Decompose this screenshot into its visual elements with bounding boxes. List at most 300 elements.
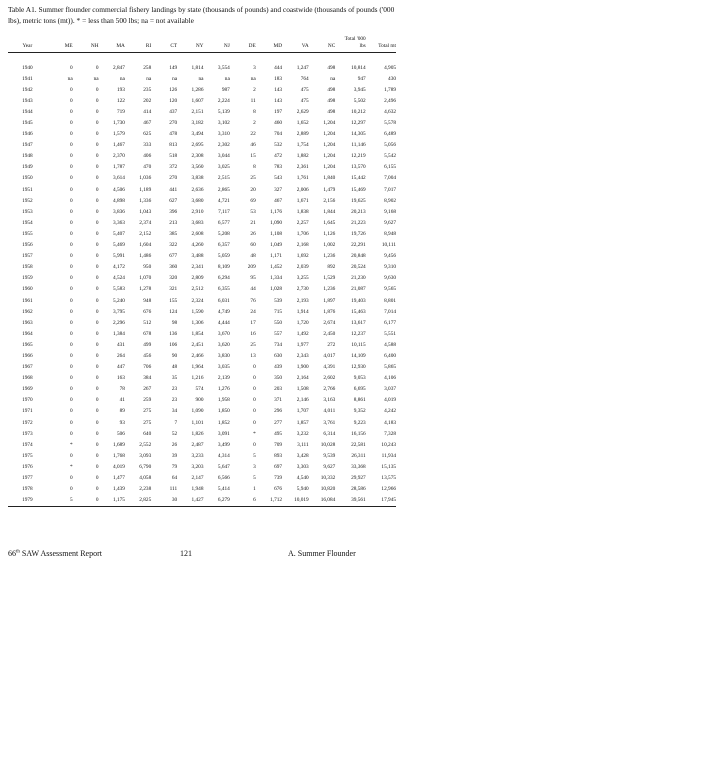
table-cell: 3,025 (217, 164, 230, 171)
table-cell: 6,577 (217, 219, 230, 226)
table-cell: 10,243 (381, 441, 396, 448)
table-cell: 1,852 (217, 419, 230, 426)
table-cell: 467 (143, 120, 152, 127)
table-cell: 1960 (22, 286, 33, 293)
table-cell: 3,363 (112, 219, 125, 226)
table-cell: 0 (95, 352, 99, 359)
table-row (8, 328, 396, 339)
table-cell: 3,428 (296, 452, 309, 459)
table-cell: 783 (274, 164, 283, 171)
table-cell: na (250, 75, 256, 82)
table-cell: 6 (253, 497, 256, 504)
table-cell: 1,452 (270, 264, 283, 271)
table-cell: 431 (116, 341, 125, 348)
table-cell: 460 (274, 120, 283, 127)
table-cell: 6,355 (217, 286, 230, 293)
table-cell: 8 (253, 164, 256, 171)
page-number: 121 (180, 549, 192, 558)
table-cell: 3,044 (217, 153, 230, 160)
table-cell: 2,825 (139, 497, 152, 504)
table-cell: 13 (250, 352, 256, 359)
table-cell: 20,524 (351, 264, 366, 271)
table-row (8, 472, 396, 483)
table-cell: 11 (250, 97, 256, 104)
table-cell: 1,090 (191, 408, 204, 415)
table-cell: 1,689 (112, 441, 125, 448)
table-cell: 9,456 (384, 253, 396, 260)
table-cell: 9,310 (384, 264, 396, 271)
table-cell: 0 (70, 352, 73, 359)
table-cell: 3,163 (323, 397, 336, 404)
table-cell: 0 (253, 386, 256, 393)
table-cell: 0 (70, 86, 73, 93)
table-cell: 6,400 (384, 352, 396, 359)
table-cell: 4,588 (384, 341, 396, 348)
table-cell: 0 (95, 430, 99, 437)
table-cell: 2,193 (296, 297, 309, 304)
table-cell: 0 (95, 120, 99, 127)
table-cell: 4,106 (384, 375, 396, 382)
table-cell: 1940 (22, 64, 33, 71)
table-cell: 122 (116, 97, 125, 104)
table-cell: 4,444 (217, 319, 230, 326)
table-cell: na (172, 75, 178, 82)
table-cell: 539 (274, 297, 283, 304)
table-cell: 627 (169, 197, 178, 204)
table-cell: 2,636 (191, 186, 204, 193)
table-row (8, 417, 396, 428)
table-cell: 5,414 (217, 486, 230, 493)
table-cell: 4,391 (323, 364, 336, 371)
table-cell: 5,542 (384, 153, 396, 160)
table-cell: 1949 (22, 164, 33, 171)
table-cell: 3,620 (217, 341, 230, 348)
table-cell: 574 (195, 386, 204, 393)
table-cell: 4,019 (384, 397, 396, 404)
table-cell: 26 (171, 441, 178, 448)
table-cell: 12,219 (351, 153, 366, 160)
table-cell: 0 (95, 375, 99, 382)
table-cell: 2,608 (191, 230, 204, 237)
table-row (8, 73, 396, 84)
table-cell: 2,889 (296, 131, 309, 138)
table-cell: 3 (253, 64, 256, 71)
table-cell: 0 (70, 330, 73, 337)
table-cell: 3,091 (217, 430, 230, 437)
table-row (8, 428, 396, 439)
table-cell: 10,212 (351, 108, 366, 115)
table-cell: 0 (95, 441, 99, 448)
table-cell: 6,790 (139, 463, 152, 470)
table-cell: 5,208 (217, 230, 230, 237)
table-cell: 10,028 (320, 441, 336, 448)
table-cell: 499 (143, 341, 152, 348)
table-cell: 10,111 (381, 242, 396, 249)
table-cell: 0 (70, 175, 73, 182)
table-row (8, 284, 396, 295)
report-prefix: 66 (8, 549, 16, 558)
table-cell: 6,031 (217, 297, 230, 304)
table-row (8, 162, 396, 173)
table-cell: 13,575 (381, 475, 396, 482)
table-cell: na (93, 75, 99, 82)
table-cell: 2,674 (323, 319, 336, 326)
table-cell: 1944 (22, 108, 33, 115)
table-cell: 48 (171, 364, 178, 371)
table-cell: 3,554 (217, 64, 230, 71)
table-cell: 0 (95, 219, 99, 226)
table-cell: 498 (327, 64, 336, 71)
table-cell: 0 (70, 308, 73, 315)
table-cell: 625 (143, 131, 152, 138)
table-cell: 4,540 (296, 475, 309, 482)
table-cell: 9,053 (353, 375, 366, 382)
column-header: VA (301, 43, 309, 49)
table-cell: 0 (70, 64, 73, 71)
table-cell: 16,084 (320, 497, 336, 504)
table-cell: 124 (169, 308, 178, 315)
table-cell: 143 (274, 97, 283, 104)
table-cell: 1957 (22, 253, 33, 260)
table-cell: 1,882 (296, 153, 309, 160)
table-cell: 44 (250, 286, 256, 293)
header-row (8, 36, 396, 53)
table-row (8, 217, 396, 228)
column-header: Total '000 lbs (344, 36, 366, 49)
table-cell: 15,442 (351, 175, 366, 182)
table-row (8, 184, 396, 195)
table-cell: 275 (143, 419, 152, 426)
table-cell: 1,216 (191, 375, 204, 382)
table-cell: 532 (274, 142, 283, 149)
table-cell: 7,014 (384, 308, 396, 315)
table-cell: 78 (119, 386, 125, 393)
table-row (8, 129, 396, 140)
table-cell: 8,861 (353, 397, 366, 404)
table-row (8, 461, 396, 472)
table-cell: 1,948 (191, 486, 204, 493)
table-cell: 1951 (22, 186, 33, 193)
table-cell: 4,506 (112, 186, 125, 193)
table-cell: na (198, 75, 204, 82)
table-cell: 0 (70, 120, 73, 127)
table-cell: 3,838 (191, 175, 204, 182)
table-cell: 264 (116, 352, 125, 359)
table-cell: 15,463 (351, 308, 366, 315)
table-cell: 10,019 (294, 497, 309, 504)
table-cell: 1972 (22, 419, 33, 426)
table-cell: 2,302 (217, 142, 230, 149)
table-cell: 719 (116, 108, 125, 115)
table-cell: 275 (143, 408, 152, 415)
table-cell: 1,492 (296, 330, 309, 337)
table-cell: 813 (169, 142, 178, 149)
table-cell: 495 (274, 430, 283, 437)
table-cell: 1954 (22, 219, 33, 226)
table-cell: 1979 (22, 497, 33, 504)
table-cell: 2,039 (296, 264, 309, 271)
table-cell: 676 (274, 486, 283, 493)
table-cell: 1968 (22, 375, 33, 382)
table-cell: 33,368 (351, 463, 366, 470)
table-cell: 21,087 (351, 286, 366, 293)
column-header: ME (64, 43, 73, 49)
table-cell: 506 (116, 430, 125, 437)
table-row (8, 306, 396, 317)
table-row (8, 84, 396, 95)
table-cell: 8,948 (384, 230, 396, 237)
table-cell: 1956 (22, 242, 33, 249)
table-cell: na (224, 75, 230, 82)
table-cell: 1952 (22, 197, 33, 204)
table-cell: 0 (95, 364, 99, 371)
table-cell: 406 (143, 153, 152, 160)
table-cell: 437 (169, 108, 178, 115)
table-cell: 1,671 (296, 197, 309, 204)
table-cell: 709 (274, 441, 283, 448)
table-cell: 2,147 (191, 475, 204, 482)
table-cell: 8 (253, 108, 256, 115)
table-cell: 0 (70, 142, 73, 149)
table-cell: 4,172 (112, 264, 125, 271)
table-row (8, 317, 396, 328)
table-cell: 0 (95, 64, 99, 71)
table-cell: 1942 (22, 86, 33, 93)
table-cell: 2,629 (296, 108, 309, 115)
table-cell: 0 (95, 386, 99, 393)
table-cell: 764 (300, 75, 309, 82)
table-cell: 17,945 (381, 497, 396, 504)
table-cell: 0 (95, 397, 99, 404)
table-cell: 69 (250, 197, 256, 204)
table-cell: 7,017 (384, 186, 396, 193)
table-cell: 2,695 (191, 142, 204, 149)
table-cell: 0 (95, 230, 99, 237)
table-row (8, 373, 396, 384)
table-cell: 15,135 (381, 463, 396, 470)
table-cell: 1,479 (323, 186, 336, 193)
table-cell: 3,255 (296, 275, 309, 282)
table-cell: 2,238 (139, 486, 152, 493)
table-cell: 1,607 (191, 97, 204, 104)
table-cell: 1967 (22, 364, 33, 371)
table-cell: 272 (327, 341, 336, 348)
table-cell: 550 (274, 319, 283, 326)
table-cell: 34 (171, 408, 178, 415)
table-cell: 4,632 (384, 108, 396, 115)
table-cell: 5,240 (112, 297, 125, 304)
report-title (8, 549, 102, 558)
table-cell: 21,230 (351, 275, 366, 282)
table-cell: 2,910 (191, 208, 204, 215)
table-cell: 277 (274, 419, 283, 426)
table-cell: 1,336 (139, 197, 152, 204)
table-cell: 1,002 (323, 242, 336, 249)
table-cell: 143 (274, 86, 283, 93)
table-cell: 1,814 (191, 64, 204, 71)
table-cell: 64 (171, 475, 178, 482)
table-cell: 0 (95, 419, 99, 426)
table-cell: 678 (143, 330, 152, 337)
table-cell: 2,324 (191, 297, 204, 304)
table-cell: 9,168 (384, 208, 396, 215)
table-cell: 3 (253, 463, 256, 470)
table-cell: 350 (274, 375, 283, 382)
table-row (8, 362, 396, 373)
table-cell: 327 (274, 186, 283, 193)
table-cell: 0 (70, 131, 73, 138)
table-cell: 0 (70, 375, 73, 382)
table-row (8, 206, 396, 217)
table-cell: 9,565 (384, 286, 396, 293)
table-cell: 1950 (22, 175, 33, 182)
table-cell: 1,486 (139, 253, 152, 260)
table-cell: 1,604 (139, 242, 152, 249)
table-cell: 444 (274, 64, 283, 71)
table-cell: 3,303 (296, 463, 309, 470)
table-cell: 2,156 (323, 197, 336, 204)
table-cell: 6,294 (217, 275, 230, 282)
table-cell: 1971 (22, 408, 33, 415)
table-cell: 126 (169, 86, 178, 93)
table-cell: 2,341 (191, 264, 204, 271)
table-cell: 149 (169, 64, 178, 71)
table-cell: 1943 (22, 97, 33, 104)
table-cell: 2,451 (191, 341, 204, 348)
table-cell: 2,361 (296, 164, 309, 171)
table-cell: 20 (250, 186, 256, 193)
table-cell: 1965 (22, 341, 33, 348)
table-cell: 9,627 (323, 463, 336, 470)
table-cell: 24 (250, 308, 256, 315)
table-cell: 1,844 (323, 208, 336, 215)
table-cell: 0 (70, 164, 73, 171)
table-cell: 3,232 (296, 430, 309, 437)
table-cell: 1,900 (296, 364, 309, 371)
table-cell: 0 (70, 208, 73, 215)
table-cell: 1,286 (191, 86, 204, 93)
table-row (8, 240, 396, 251)
table-cell: 1,384 (112, 330, 125, 337)
table-cell: 1,126 (323, 230, 336, 237)
table-cell: 8,902 (384, 197, 396, 204)
table-cell: 0 (95, 463, 99, 470)
column-header: Total mt (378, 43, 396, 49)
table-cell: 270 (169, 120, 178, 127)
table-cell: 715 (274, 308, 283, 315)
table-cell: 3,945 (353, 86, 366, 93)
table-cell: 677 (169, 253, 178, 260)
table-cell: 456 (143, 352, 152, 359)
table-cell: 0 (70, 297, 73, 304)
table-cell: 19,726 (351, 230, 366, 237)
table-cell: 90 (171, 352, 178, 359)
table-cell: 2,308 (191, 153, 204, 160)
table-cell: 0 (95, 164, 99, 171)
table-cell: 6,695 (353, 386, 366, 393)
column-header: MA (116, 43, 125, 49)
table-cell: 0 (70, 430, 73, 437)
table-cell: 8,109 (217, 264, 230, 271)
table-cell: 1,964 (191, 364, 204, 371)
table-cell: 1941 (22, 75, 33, 82)
table-cell: 1,706 (296, 230, 309, 237)
table-cell: 14,305 (351, 131, 366, 138)
table-cell: 5,578 (384, 120, 396, 127)
table-cell: 1,101 (191, 419, 204, 426)
table-cell: 183 (274, 75, 283, 82)
table-cell: 1,707 (296, 408, 309, 415)
table-cell: 3,035 (217, 364, 230, 371)
table-cell: 12,297 (351, 120, 366, 127)
table-cell: 4,524 (112, 275, 125, 282)
table-cell: 2,515 (217, 175, 230, 182)
table-cell: 0 (70, 364, 73, 371)
table-cell: 1948 (22, 153, 33, 160)
table-cell: 28,586 (351, 486, 366, 493)
table-cell: 2,487 (191, 441, 204, 448)
table-cell: 25 (250, 341, 256, 348)
table-cell: 0 (253, 441, 256, 448)
table-cell: 26 (250, 230, 256, 237)
table-cell: 4,058 (139, 475, 152, 482)
table-cell: 1,838 (296, 208, 309, 215)
table-cell: 1,247 (296, 64, 309, 71)
table-cell: 9,539 (323, 452, 336, 459)
table-cell: 385 (169, 230, 178, 237)
table-cell: 1,204 (323, 153, 336, 160)
table-cell: 5,139 (217, 108, 230, 115)
table-cell: 95 (250, 275, 256, 282)
report-suffix: th (16, 549, 20, 555)
table-cell: 1977 (22, 475, 33, 482)
table-cell: 1,334 (270, 275, 283, 282)
table-cell: 1,754 (296, 142, 309, 149)
table-cell: 23 (171, 386, 178, 393)
table-cell: 3,102 (217, 120, 230, 127)
table-cell: 900 (195, 397, 204, 404)
table-row (8, 262, 396, 273)
table-cell: 371 (274, 397, 283, 404)
table-cell: 2,168 (296, 242, 309, 249)
table-cell: 0 (70, 219, 73, 226)
table-cell: 0 (95, 452, 99, 459)
table-cell: 1,236 (323, 253, 336, 260)
table-cell: 13,617 (351, 319, 366, 326)
table-cell: 5,647 (217, 463, 230, 470)
table-cell: 111 (169, 486, 178, 493)
table-cell: 2 (253, 86, 256, 93)
table-cell: 706 (143, 364, 152, 371)
table-cell: 5 (253, 475, 256, 482)
table-cell: 0 (253, 408, 256, 415)
table-cell: 5,583 (112, 286, 125, 293)
table-cell: 202 (143, 97, 152, 104)
table-cell: 5,940 (296, 486, 309, 493)
table-cell: 3,683 (191, 219, 204, 226)
table-cell: 1,189 (139, 186, 152, 193)
table-cell: 1975 (22, 452, 33, 459)
table-cell: 948 (143, 297, 152, 304)
table-cell: 16 (250, 330, 256, 337)
table-row (8, 450, 396, 461)
table-cell: 193 (116, 86, 125, 93)
table-cell: 3,233 (191, 452, 204, 459)
table-cell: 3,795 (112, 308, 125, 315)
table-cell: 23 (171, 397, 178, 404)
table-cell: 1,439 (112, 486, 125, 493)
table-cell: 1947 (22, 142, 33, 149)
